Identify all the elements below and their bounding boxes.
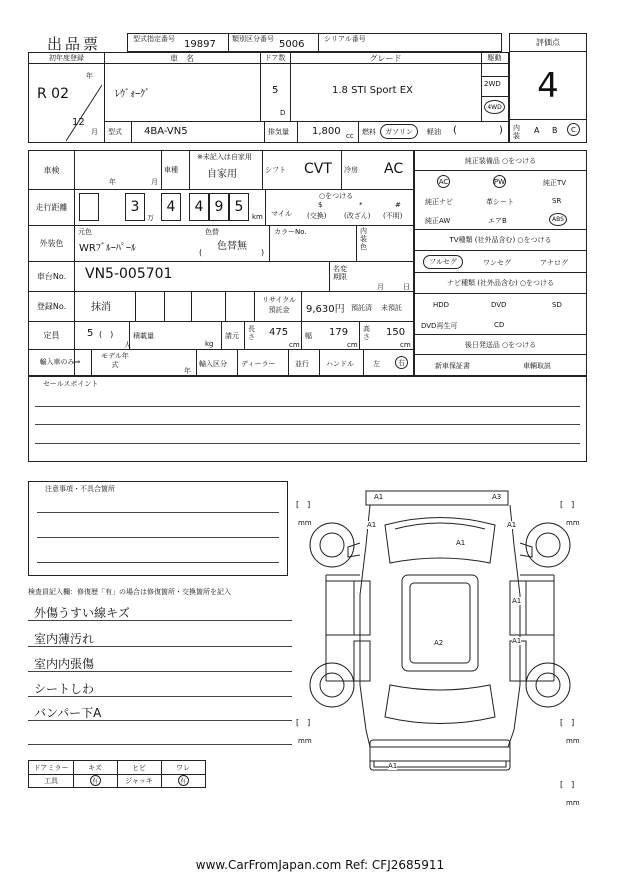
diesel-label: 軽油 [427, 128, 441, 136]
model-value: 4BA-VN5 [144, 126, 188, 137]
navi-hdd: HDD [433, 301, 450, 309]
navi-dvd: DVD [491, 301, 507, 309]
inspection-month-kanji: 月 [151, 178, 158, 186]
shift-value: CVT [304, 161, 332, 177]
footer-watermark: www.CarFromJapan.com Ref: CFJ2685911 [195, 858, 445, 872]
name-change-label: 名変期限 [333, 265, 347, 281]
car-damage-diagram [290, 485, 590, 815]
reg-value: 抹消 [91, 302, 111, 313]
interior-a: A [534, 126, 540, 135]
request-label: 請元 [225, 332, 239, 340]
car-outline-icon [290, 485, 590, 815]
tamper-label: (改ざん) [344, 212, 371, 220]
tamper-symbol: * [359, 201, 363, 209]
model-year-year: 年 [184, 367, 191, 375]
recycle-paid: 預託済 [351, 304, 372, 312]
model-year-label: モデル年式 [101, 352, 129, 369]
shift-label: シフト [265, 166, 286, 174]
score-box [509, 33, 587, 143]
later-manual: 車輌取説 [523, 362, 551, 370]
equipment-box [414, 150, 587, 376]
diag-label-right-door: A1 [512, 597, 522, 605]
type-spec-label: 型式指定番号 [133, 35, 175, 43]
interior-b: B [552, 126, 558, 135]
legend-break: ワレ [176, 763, 190, 772]
usage-value: 自家用 [207, 169, 237, 180]
mileage-digit-4: 9 [209, 193, 229, 221]
left-label: 左 [373, 360, 380, 368]
diag-label-fender-right: A1 [507, 521, 517, 529]
recycle-unpaid: 未預託 [381, 304, 402, 312]
capacity-value: 5 [87, 328, 94, 339]
first-reg-label: 初年度登録 [29, 53, 104, 64]
doors-value: 5 [272, 85, 279, 96]
class-label: 類別区分番号 [232, 35, 274, 43]
height-unit: cm [400, 341, 411, 349]
class-value: 5006 [279, 39, 305, 50]
legend-tools: 工具 [44, 776, 58, 785]
tire-front-left-mm: mm [298, 519, 312, 527]
drive-label: 駆動 [481, 53, 508, 64]
sales-point-box [28, 376, 587, 462]
name-change-month: 月 [377, 283, 384, 291]
notes-box [28, 481, 288, 576]
diagonal-divider [64, 83, 104, 143]
original-color-value: WRﾌﾞﾙｰﾊﾟｰﾙ [79, 243, 136, 254]
genuine-title: 純正装備品 ○をつける [415, 151, 586, 171]
tire-front-left-bracket: [ ] [296, 500, 311, 509]
diag-label-fender-left: A1 [367, 521, 377, 529]
score-label: 評価点 [510, 34, 586, 52]
km-unit: km [252, 213, 263, 221]
unknown-label: (不明) [383, 212, 403, 220]
color-label: 外装色 [39, 238, 64, 248]
sales-point-label: セールスポイント [43, 380, 99, 388]
serial-label: シリアル番号 [324, 35, 366, 43]
door-suffix: D [280, 109, 286, 117]
mileage-label: 走行距離 [35, 202, 68, 212]
first-reg-month: 12 [72, 117, 85, 128]
original-color-label: 元色 [78, 228, 92, 236]
man-kanji: 万 [147, 214, 154, 222]
usage-label: 車種 [164, 166, 178, 174]
length-value: 475 [269, 327, 289, 338]
recycle-value: 9,630円 [306, 304, 345, 315]
tv-oneseg: ワンセグ [483, 259, 511, 267]
capacity-label: 定員 [43, 330, 60, 340]
vehicle-detail-box: 車検 年 月 車種 ※未記入は自家用 自家用 シフト CVT 冷房 AC 走行距離 3 万 4 4 9 5 km ○をつける マイル $ (交換) * (改ざん) # (不明) 外装色 元色 WRﾌﾞﾙｰﾊﾟｰﾙ 色替 色替無 ( ) カラーNo. 内装色 車台No. VN5-005701 名変期限 月 日 登録No. 抹消 リサイクル預託金 9,630円 預託済 未預託 定員 5 ( ) 人 積載量 kg 請元 長さ 475 cm 幅 179 cm 高さ 150 cm 輸入車のみ⇒ モデル年式 年 輸入区分 ディーラー 並行 ハンドル 左 右 [28, 150, 414, 376]
equip-pw-circled: PW [493, 175, 506, 188]
note-item-4: シートしわ [34, 682, 95, 696]
interior-color-label: 内装色 [360, 227, 367, 251]
cooler-value: AC [384, 161, 404, 177]
reg-label: 登録No. [36, 301, 67, 311]
navi-title: ナビ種類 (社外品含む) ○をつける [415, 273, 586, 294]
navi-dvd-play: DVD再生可 [421, 322, 458, 330]
tire-rear-left-mm: mm [298, 737, 312, 745]
displacement-label: 排気量 [268, 128, 289, 136]
vehicle-basic-box: 初年度登録 年 R 02 12 月 車 名 ﾚｳﾞｫｰｸﾞ ドア数 5 D グレード 1.8 STI Sport EX 駆動 2WD 4WD 型式 4BA-VN5 排気量 1,800 cc 燃料 ガソリン 軽油 ( ) [28, 52, 509, 143]
drive-4wd-circled: 4WD [484, 100, 505, 114]
fuel-value-circled: ガソリン [380, 124, 418, 139]
tire-spare-mm: mm [566, 799, 580, 807]
grade-value: 1.8 STI Sport EX [332, 85, 413, 96]
score-value: 4 [537, 66, 559, 106]
month-kanji: 月 [91, 128, 98, 136]
mileage-digit-5: 5 [229, 193, 249, 221]
grade-label: グレード [290, 53, 481, 64]
mileage-digit-2: 4 [161, 193, 181, 221]
mile-label: マイル [271, 210, 292, 218]
width-unit: cm [347, 341, 358, 349]
tv-fullseg-circled: フルセグ [423, 255, 463, 269]
exchange-symbol: $ [318, 201, 323, 209]
displacement-unit: cc [346, 132, 354, 140]
length-label: 長さ [248, 325, 255, 341]
notes-title: 注意事項・不具合箇所 [45, 485, 115, 493]
vin-label: 車台No. [36, 271, 67, 281]
width-label: 幅 [305, 332, 312, 340]
cooler-label: 冷房 [344, 166, 358, 174]
kg-unit: kg [205, 340, 214, 348]
equip-navi: 純正ナビ [425, 198, 453, 206]
diag-label-hood: A1 [456, 539, 466, 547]
equip-abs-circled: ABS [549, 213, 567, 226]
equip-aw: 純正AW [425, 217, 451, 225]
interior-c-circled: C [567, 123, 580, 136]
legend-jack-yes: 有 [178, 775, 189, 786]
inspector-note: 検査員記入欄：修復歴「有」の場合は修復箇所・交換箇所を記入 [28, 588, 231, 596]
legend-tools-yes: 有 [90, 775, 101, 786]
height-label: 高さ [363, 325, 370, 341]
paint-label: 色替 [205, 228, 219, 236]
note-item-3: 室内内張傷 [34, 657, 95, 671]
person-unit: 人 [124, 341, 131, 349]
tire-front-right-bracket: [ ] [560, 500, 575, 509]
tire-spare-bracket: [ ] [560, 780, 575, 789]
legend-scratch: キズ [88, 763, 102, 772]
handle-label: ハンドル [326, 360, 354, 368]
length-unit: cm [289, 341, 300, 349]
height-value: 150 [386, 327, 406, 338]
legend-crack: ヒビ [132, 763, 146, 772]
interior-label: 内装 [513, 124, 520, 140]
navi-sd: SD [552, 301, 562, 309]
tire-rear-right-mm: mm [566, 737, 580, 745]
legend-jack: ジャッキ [125, 776, 153, 785]
diag-label-rear-bumper: A1 [388, 762, 398, 770]
dealer-label: ディーラー [241, 360, 276, 368]
diag-label-right-rear: A1 [512, 637, 522, 645]
tire-rear-left-bracket: [ ] [296, 718, 311, 727]
model-label: 型式 [108, 128, 122, 136]
name-change-day: 日 [403, 283, 410, 291]
doors-label: ドア数 [260, 53, 290, 64]
diag-label-roof: A2 [434, 639, 444, 647]
diag-label-front-right: A3 [492, 493, 502, 501]
sheet-title: 出品票 [47, 35, 102, 53]
inspection-year-kanji: 年 [109, 178, 116, 186]
load-label: 積載量 [133, 332, 154, 340]
equip-airbag: エアB [488, 217, 507, 225]
tire-front-right-mm: mm [566, 519, 580, 527]
mileage-digit-1: 3 [125, 193, 145, 221]
equip-ac-circled: AC [437, 175, 450, 188]
usage-note: ※未記入は自家用 [197, 153, 252, 161]
equip-leather: 革シート [486, 198, 514, 206]
legend-table [28, 760, 206, 788]
year-kanji: 年 [86, 72, 93, 80]
header-code-box [127, 33, 502, 52]
car-name-value: ﾚｳﾞｫｰｸﾞ [115, 89, 150, 100]
paint-value: 色替無 [217, 241, 247, 252]
equip-sr: SR [552, 197, 562, 205]
note-item-1: 外傷うすい線キズ [34, 606, 130, 620]
mileage-circle-note: ○をつける [319, 192, 354, 200]
legend-door-mirror: ドアミラー [33, 763, 69, 772]
mileage-digit-3: 4 [189, 193, 209, 221]
car-name-label: 車 名 [104, 53, 260, 64]
fuel-label: 燃料 [362, 128, 376, 136]
note-item-5: バンパー下A [34, 706, 102, 720]
diag-label-front-left: A1 [374, 493, 384, 501]
navi-cd: CD [494, 321, 505, 329]
later-warranty: 新車保証書 [435, 362, 470, 370]
parallel-label: 並行 [295, 360, 309, 368]
unknown-symbol: # [395, 201, 401, 209]
vin-value: VN5-005701 [85, 266, 173, 282]
first-reg-year: R 02 [37, 86, 69, 102]
width-value: 179 [329, 327, 349, 338]
import-class-label: 輸入区分 [199, 360, 227, 368]
import-label: 輸入車のみ⇒ [39, 358, 81, 366]
tire-rear-right-bracket: [ ] [560, 718, 575, 727]
tv-title: TV種類 (社外品含む) ○をつける [415, 230, 586, 251]
color-no-label: カラーNo. [274, 228, 307, 236]
equip-tv: 純正TV [543, 179, 567, 187]
later-title: 後日発送品 ○をつける [415, 335, 586, 355]
inspection-label: 車検 [43, 165, 60, 175]
exchange-label: (交換) [307, 212, 327, 220]
drive-2wd: 2WD [484, 80, 501, 88]
right-circled: 右 [395, 356, 408, 369]
note-item-2: 室内薄汚れ [34, 632, 95, 646]
recycle-label: リサイクル預託金 [261, 296, 297, 314]
displacement-value: 1,800 [312, 126, 341, 137]
tv-analog: アナログ [540, 259, 568, 267]
type-spec-value: 19897 [184, 39, 216, 50]
